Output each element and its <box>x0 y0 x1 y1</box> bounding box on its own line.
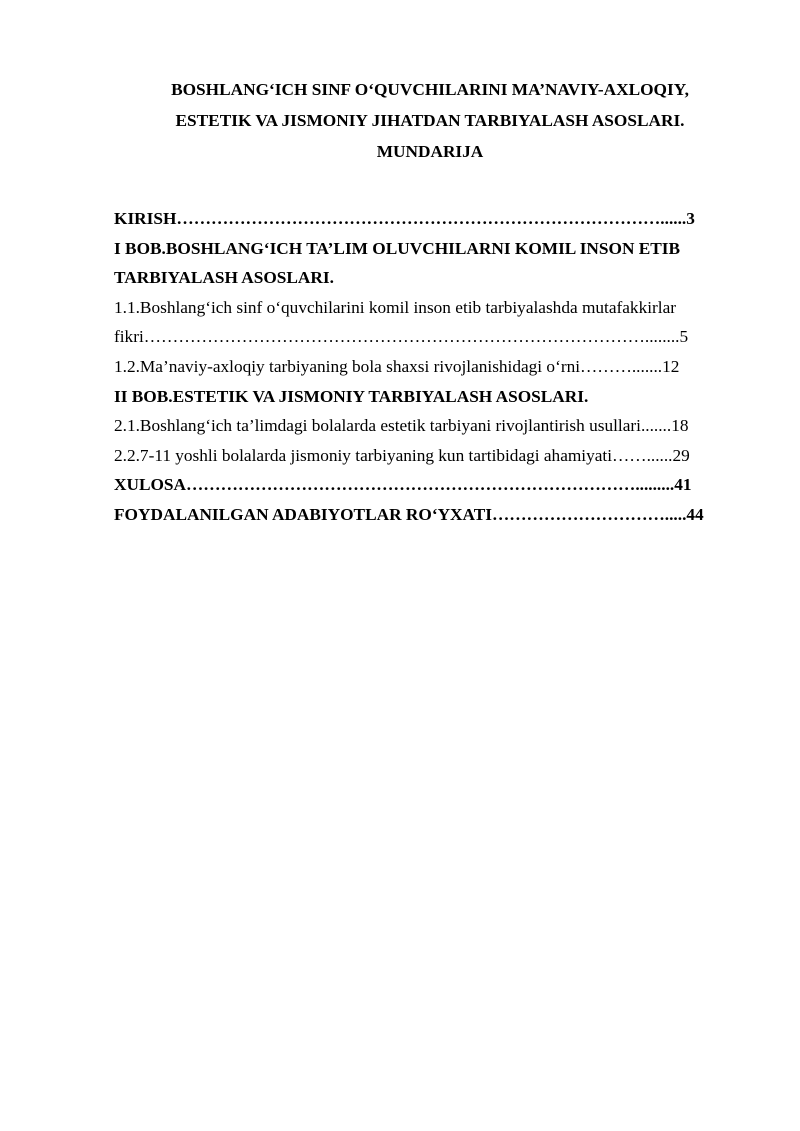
toc-entry-kirish: KIRISH…………………………………………………………………………......3 <box>114 209 695 228</box>
toc-entry-1-1-line-2: fikri……………………………………………………………………………........5 <box>114 327 689 347</box>
title-line-2: ESTETIK VA JISMONIY JIHATDAN TARBIYALASH ASOSLARI. <box>175 111 685 130</box>
toc-entry-chapter-1-line-2: TARBIYALASH ASOSLARI. <box>114 268 334 288</box>
toc-entry-references: FOYDALANILGAN ADABIYOTLAR RO‘YXATI………………………….....44 <box>114 504 704 524</box>
toc-entry-1-1-line-1: 1.1.Boshlang‘ich sinf o‘quvchilarini komil inson etib tarbiyalashda mutafakkirlar <box>114 297 676 317</box>
toc-entry-1-2: 1.2.Ma’naviy-axloqiy tarbiyaning bola shaxsi rivojlanishidagi o‘rni……….......12 <box>114 356 680 376</box>
title-line-1: BOSHLANG‘ICH SINF O‘QUVCHILARINI MA’NAVIY-AXLOQIY, <box>171 80 689 99</box>
toc-heading: MUNDARIJA <box>376 142 484 161</box>
toc-entry-chapter-2: II BOB.ESTETIK VA JISMONIY TARBIYALASH ASOSLARI. <box>114 386 589 406</box>
table-of-contents <box>114 204 744 530</box>
toc-entry-chapter-1-line-1: I BOB.BOSHLANG‘ICH TA’LIM OLUVCHILARNI KOMIL INSON ETIB <box>114 238 681 258</box>
toc-entry-xulosa: XULOSA…………………………………………………………………….........41 <box>114 475 692 495</box>
toc-entry-2-1: 2.1.Boshlang‘ich ta’limdagi bolalarda estetik tarbiyani rivojlantirish usullari.......18 <box>114 416 689 436</box>
toc-entry-2-2: 2.2.7-11 yoshli bolalarda jismoniy tarbiyaning kun tartibidagi ahamiyati……......29 <box>114 445 690 465</box>
document-title <box>0 74 800 167</box>
